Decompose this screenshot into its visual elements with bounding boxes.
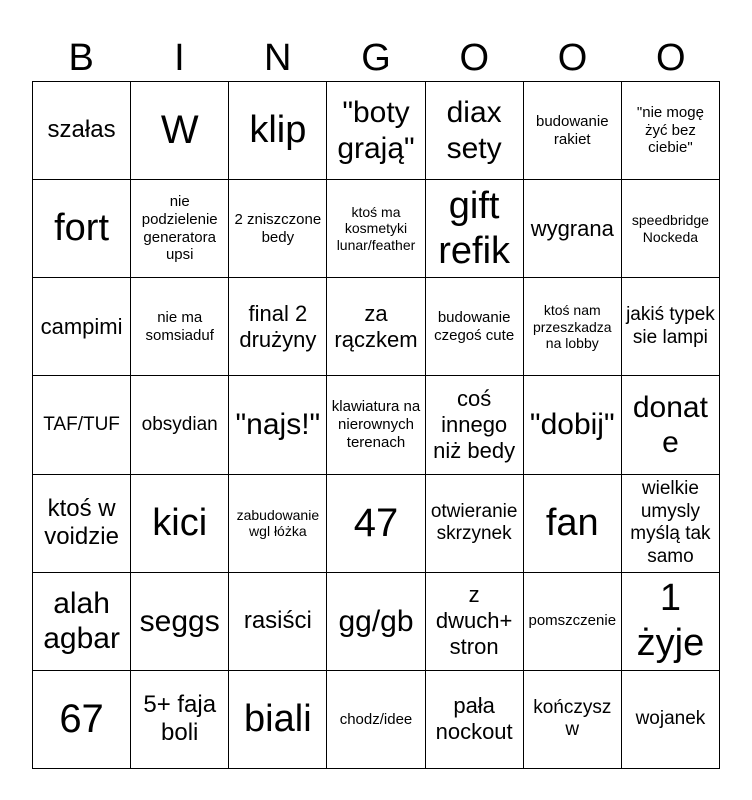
bingo-cell[interactable]: kici	[131, 475, 229, 573]
bingo-cell[interactable]: wojanek	[622, 671, 720, 769]
header-letter-g: G	[361, 37, 391, 79]
bingo-cell[interactable]: gg/gb	[327, 573, 425, 671]
bingo-cell[interactable]: 2 zniszczone bedy	[229, 180, 327, 278]
bingo-cell[interactable]: "dobij"	[524, 376, 622, 474]
bingo-cell[interactable]: ktoś w voidzie	[33, 475, 131, 573]
bingo-cell[interactable]: campimi	[33, 278, 131, 376]
bingo-cell[interactable]: 5+ faja boli	[131, 671, 229, 769]
bingo-cell[interactable]: pomszczenie	[524, 573, 622, 671]
bingo-cell[interactable]: za rączkem	[327, 278, 425, 376]
bingo-cell[interactable]: "najs!"	[229, 376, 327, 474]
bingo-cell[interactable]: 47	[327, 475, 425, 573]
bingo-header	[32, 34, 720, 82]
bingo-cell[interactable]: 1 żyje	[622, 573, 720, 671]
bingo-cell[interactable]: otwieranie skrzynek	[426, 475, 524, 573]
header-letter-o-1: O	[459, 37, 490, 79]
header-letter-o-2: O	[557, 37, 588, 79]
bingo-cell[interactable]: coś innego niż bedy	[426, 376, 524, 474]
header-letter-o-3: O	[656, 37, 686, 79]
bingo-cell[interactable]: speedbridge Nockeda	[622, 180, 720, 278]
header-letter-i: I	[174, 37, 185, 79]
header-letter-n: N	[263, 37, 292, 79]
bingo-cell[interactable]: 67	[33, 671, 131, 769]
bingo-cell[interactable]: rasiści	[229, 573, 327, 671]
bingo-cell[interactable]: obsydian	[131, 376, 229, 474]
bingo-cell[interactable]: z dwuch+ stron	[426, 573, 524, 671]
bingo-cell[interactable]: W	[131, 82, 229, 180]
bingo-cell[interactable]: nie ma somsiaduf	[131, 278, 229, 376]
bingo-cell[interactable]: biali	[229, 671, 327, 769]
bingo-cell[interactable]: jakiś typek sie lampi	[622, 278, 720, 376]
bingo-cell[interactable]: chodz/idee	[327, 671, 425, 769]
bingo-cell[interactable]: budowanie czegoś cute	[426, 278, 524, 376]
bingo-cell[interactable]: fan	[524, 475, 622, 573]
header-letter-b: B	[68, 37, 94, 79]
bingo-cell[interactable]: diax sety	[426, 82, 524, 180]
bingo-cell[interactable]: szałas	[33, 82, 131, 180]
bingo-cell[interactable]: klip	[229, 82, 327, 180]
bingo-cell[interactable]: gift refik	[426, 180, 524, 278]
bingo-cell[interactable]: "boty grają"	[327, 82, 425, 180]
bingo-cell[interactable]: zabudowanie wgl łóżka	[229, 475, 327, 573]
bingo-cell[interactable]: nie podzielenie generatora upsi	[131, 180, 229, 278]
bingo-cell[interactable]: ktoś nam przeszkadza na lobby	[524, 278, 622, 376]
bingo-cell[interactable]: "nie mogę żyć bez ciebie"	[622, 82, 720, 180]
bingo-cell[interactable]: TAF/TUF	[33, 376, 131, 474]
bingo-cell[interactable]: seggs	[131, 573, 229, 671]
bingo-cell[interactable]: kończysz w	[524, 671, 622, 769]
bingo-cell[interactable]: budowanie rakiet	[524, 82, 622, 180]
bingo-cell[interactable]: alah agbar	[33, 573, 131, 671]
bingo-grid	[32, 81, 720, 769]
bingo-cell[interactable]: wielkie umysly myślą tak samo	[622, 475, 720, 573]
bingo-cell[interactable]: wygrana	[524, 180, 622, 278]
bingo-cell[interactable]: klawiatura na nierownych terenach	[327, 376, 425, 474]
bingo-cell[interactable]: ktoś ma kosmetyki lunar/feather	[327, 180, 425, 278]
bingo-cell[interactable]: final 2 drużyny	[229, 278, 327, 376]
bingo-cell[interactable]: donate	[622, 376, 720, 474]
bingo-cell[interactable]: fort	[33, 180, 131, 278]
bingo-cell[interactable]: pała nockout	[426, 671, 524, 769]
